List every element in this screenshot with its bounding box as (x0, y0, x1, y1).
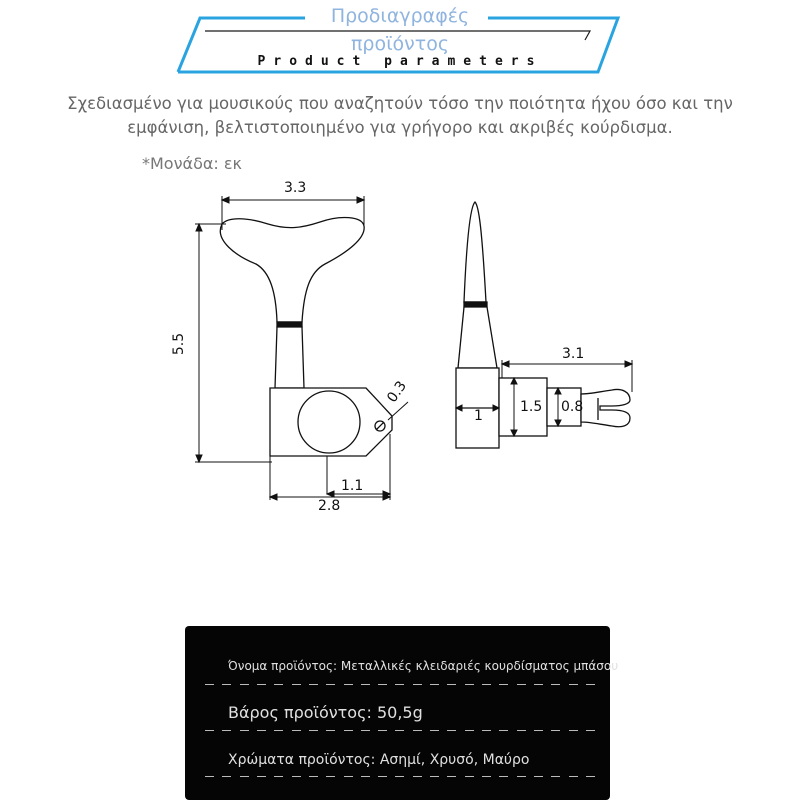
dim-shaft-small: 0.8 (561, 399, 584, 415)
dim-base-depth: 1 (474, 408, 483, 424)
dim-height: 5.5 (171, 332, 188, 356)
page-title: Προδιαγραφές προϊόντος (330, 5, 470, 55)
front-view (220, 217, 392, 456)
dim-side-length: 3.1 (562, 346, 585, 362)
product-info-panel (185, 626, 619, 800)
unit-note: *Μονάδα: εκ (142, 154, 242, 173)
dim-top-width: 3.3 (284, 180, 307, 196)
dim-hole-small: 0.3 (384, 378, 411, 406)
divider (205, 684, 595, 685)
product-weight-line: Βάρος προϊόντος: 50,5g (228, 703, 423, 722)
divider (205, 776, 595, 777)
product-description: Σχεδιασμένο για μουσικούς που αναζητούν τόσο την ποιότητα ήχου όσο και την εμφάνιση, βελτιστοποιημένο για γρήγορο και ακριβές κούρδισμα. (67, 94, 733, 137)
dim-base-width: 2.8 (318, 498, 341, 514)
dim-shaft-large: 1.5 (520, 399, 543, 415)
product-name-line: Όνομα προϊόντος: Μεταλλικές κλειδαριές κουρδίσματος μπάσου (228, 659, 619, 673)
page-subtitle: Product parameters (257, 54, 543, 69)
product-colors-line: Χρώματα προϊόντος: Ασημί, Χρυσό, Μαύρο (228, 752, 530, 768)
dim-hole-offset: 1.1 (341, 478, 364, 494)
divider (205, 730, 595, 731)
